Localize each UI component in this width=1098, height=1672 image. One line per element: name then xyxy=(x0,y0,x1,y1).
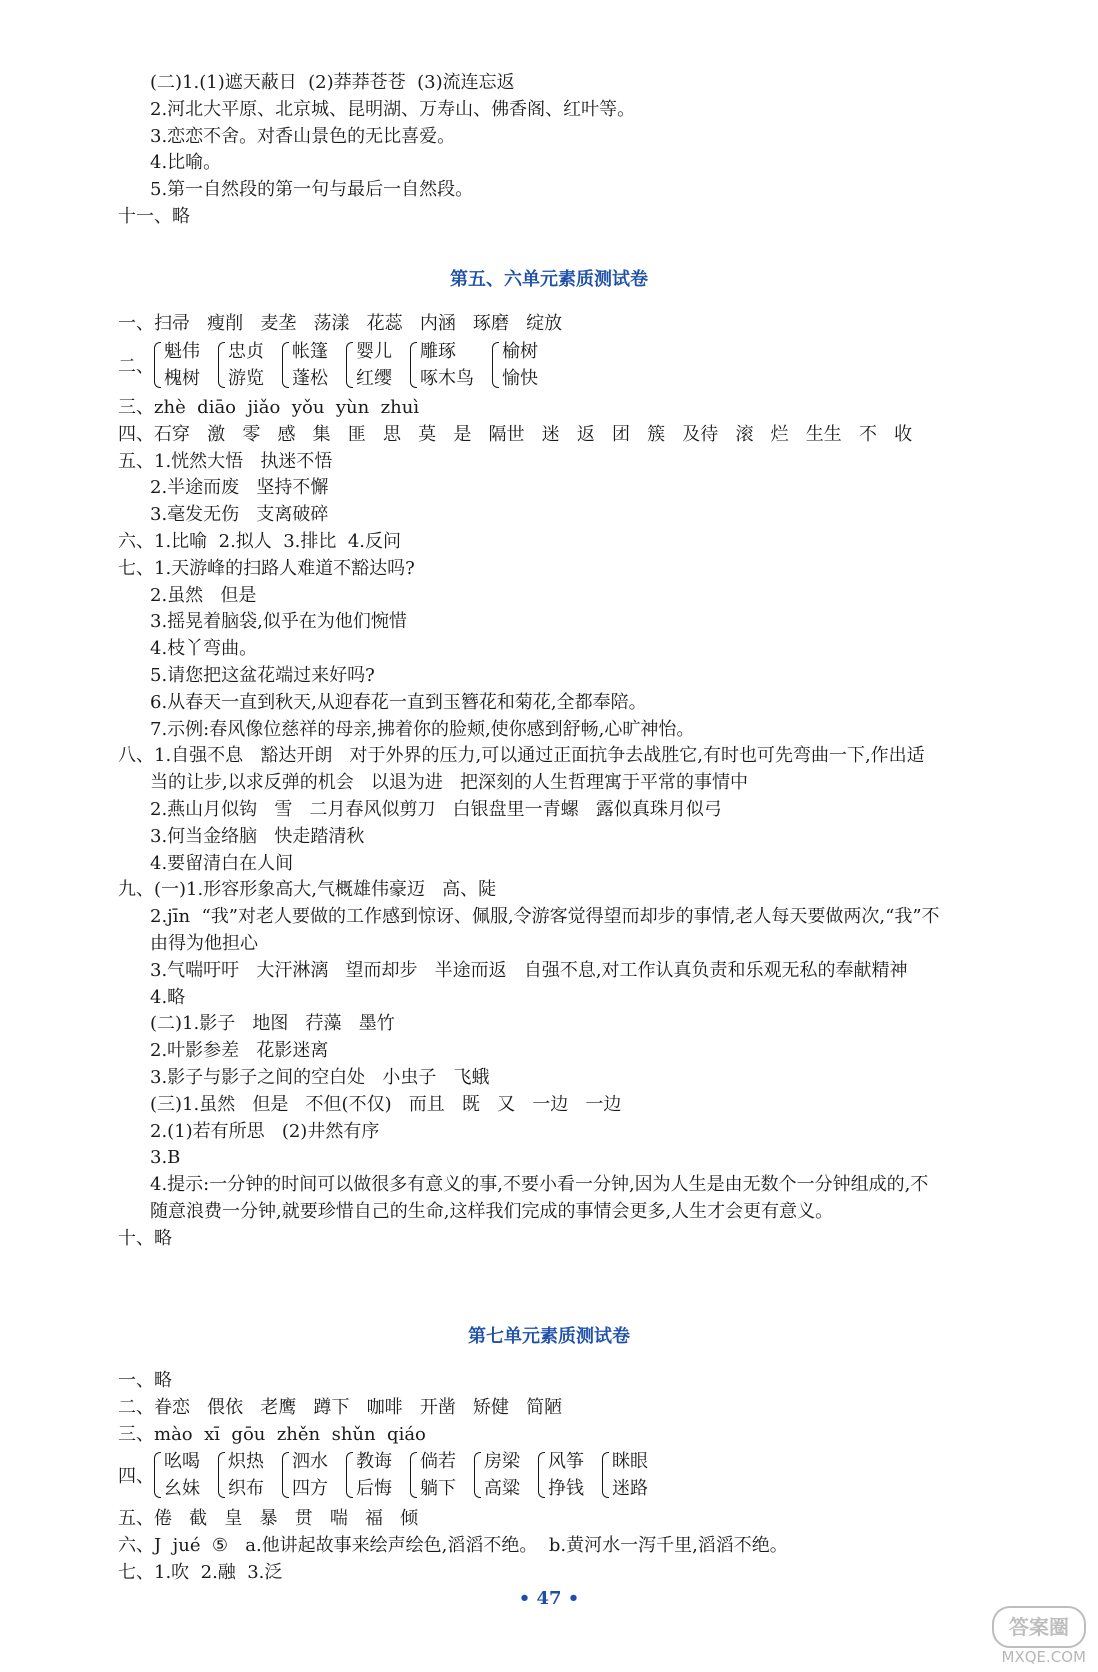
word-pair xyxy=(218,1448,264,1502)
pair-word: 炽热 xyxy=(228,1451,264,1472)
answer-line: 2.(1)若有所思 (2)井然有序 xyxy=(150,1120,380,1142)
pair-word: 眯眼 xyxy=(612,1451,648,1472)
answer-line: 六、1.比喻 2.拟人 3.排比 4.反问 xyxy=(118,531,402,552)
answer-line: 3.气喘吁吁 大汗淋漓 望而却步 半途而返 自强不息,对工作认真负责和乐观无私的奉献精神 xyxy=(150,959,908,981)
answer-line: 2.燕山月似钩 雪 二月春风似剪刀 白银盘里一青螺 露似真珠月似弓 xyxy=(150,799,722,820)
pair-word: 房梁 xyxy=(484,1451,520,1472)
section-heading-5-6: 第五、六单元素质测试卷 xyxy=(450,269,648,290)
pair-word: 帐篷 xyxy=(292,341,328,362)
pair-word: 泗水 xyxy=(292,1451,328,1472)
answer-line: (二)1.(1)遮天蔽日 (2)莽莽苍苍 (3)流连忘返 xyxy=(150,72,515,93)
word-pair xyxy=(218,338,264,392)
answer-line: 四、石穿 激 零 感 集 匪 思 莫 是 隔世 迷 返 团 簇 及待 滚 烂 生生 不 收 xyxy=(118,423,913,445)
question-number: 二、 xyxy=(118,356,154,377)
answer-line: 2.虽然 但是 xyxy=(150,584,257,606)
answer-line: 2.半途而废 坚持不懈 xyxy=(150,477,329,499)
pair-word: 后悔 xyxy=(356,1478,392,1499)
bracket-pairs-row xyxy=(118,1448,666,1502)
pair-word: 织布 xyxy=(228,1478,264,1499)
pair-word: 游览 xyxy=(228,368,264,389)
answer-line: 随意浪费一分钟,就要珍惜自己的生命,这样我们完成的事情会更多,人生才会更有意义。 xyxy=(150,1201,834,1222)
answer-line: 三、zhè diāo jiǎo yǒu yùn zhuì xyxy=(118,397,420,418)
pair-word: 倘若 xyxy=(420,1451,456,1472)
pair-word: 吆喝 xyxy=(164,1451,200,1472)
section-heading-7: 第七单元素质测试卷 xyxy=(468,1326,630,1347)
answer-line: 三、mào xī gōu zhěn shǔn qiáo xyxy=(118,1423,426,1445)
pair-word: 雕琢 xyxy=(420,341,456,362)
answer-line: 4.枝丫弯曲。 xyxy=(150,638,258,660)
word-pair xyxy=(474,1448,520,1502)
pair-word: 槐树 xyxy=(164,368,200,389)
answer-line: 3.毫发无伤 支离破碎 xyxy=(150,504,329,526)
word-pair xyxy=(154,338,200,392)
answer-line: 十、略 xyxy=(118,1227,172,1249)
bracket-pairs-row xyxy=(118,338,556,392)
word-pair xyxy=(346,1448,392,1502)
watermark-logo: 答案圈 xyxy=(992,1606,1086,1648)
pair-word: 蓬松 xyxy=(292,368,328,389)
pair-word: 愉快 xyxy=(502,368,538,389)
answer-line: 五、1.恍然大悟 执迷不悟 xyxy=(118,450,333,472)
answer-line: 八、1.自强不息 豁达开朗 对于外界的压力,可以通过正面抗争去战胜它,有时也可先弯曲一下,作出适 xyxy=(118,745,925,767)
word-pair xyxy=(538,1448,584,1502)
answer-line: (三)1.虽然 但是 不但(不仅) 而且 既 又 一边 一边 xyxy=(150,1093,622,1115)
answer-line: 4.略 xyxy=(150,986,186,1008)
word-pair xyxy=(154,1448,200,1502)
pair-word: 四方 xyxy=(292,1478,328,1499)
answer-line: 五、倦 截 皇 暴 贯 喘 福 倾 xyxy=(118,1508,419,1529)
answer-line: 十一、略 xyxy=(118,206,190,227)
answer-line: 由得为他担心 xyxy=(150,933,258,954)
answer-line: 5.请您把这盆花端过来好吗? xyxy=(150,665,375,686)
word-pair xyxy=(282,1448,328,1502)
answer-line: 当的让步,以求反弹的机会 以退为进 把深刻的人生哲理寓于平常的事情中 xyxy=(150,772,749,794)
pair-word: 忠贞 xyxy=(228,341,264,362)
answer-line: 七、1.吹 2.融 3.泛 xyxy=(118,1561,283,1583)
answer-line: 4.提示:一分钟的时间可以做很多有意义的事,不要小看一分钟,因为人生是由无数个一分钟组成的,不 xyxy=(150,1174,929,1196)
answer-line: 九、(一)1.形容形象高大,气概雄伟豪迈 高、陡 xyxy=(118,879,497,901)
question-number: 四、 xyxy=(118,1466,154,1487)
pair-word: 挣钱 xyxy=(548,1478,584,1499)
pair-word: 榆树 xyxy=(502,341,538,362)
answer-line: 一、略 xyxy=(118,1370,172,1391)
word-pair xyxy=(602,1448,648,1502)
word-pair xyxy=(410,1448,456,1502)
pair-word: 迷路 xyxy=(612,1478,648,1499)
answer-line: 4.要留清白在人间 xyxy=(150,852,294,874)
pair-word: 婴儿 xyxy=(356,341,392,362)
word-pair xyxy=(346,338,392,392)
answer-line: 3.影子与影子之间的空白处 小虫子 飞蛾 xyxy=(150,1067,490,1088)
page-number: • 47 • xyxy=(518,1588,580,1609)
answer-line: 二、眷恋 偎依 老鹰 蹲下 咖啡 开凿 矫健 简陋 xyxy=(118,1396,563,1418)
pair-word: 教诲 xyxy=(356,1451,392,1472)
answer-line: 5.第一自然段的第一句与最后一自然段。 xyxy=(150,179,474,201)
word-pair xyxy=(410,338,474,392)
watermark-url: MXQE.COM xyxy=(1001,1648,1086,1666)
pair-word: 幺妹 xyxy=(164,1478,200,1499)
answer-line: 4.比喻。 xyxy=(150,152,222,174)
answer-line: 一、扫帚 瘦削 麦垄 荡漾 花蕊 内涵 琢磨 绽放 xyxy=(118,313,563,334)
answer-line: 6.从春天一直到秋天,从迎春花一直到玉簪花和菊花,全都奉陪。 xyxy=(150,691,647,713)
answer-line: (二)1.影子 地图 荇藻 墨竹 xyxy=(150,1013,395,1035)
pair-word: 红缨 xyxy=(356,368,392,389)
pair-word: 啄木鸟 xyxy=(420,368,474,389)
answer-line: 2.叶影参差 花影迷离 xyxy=(150,1040,329,1062)
answer-line: 3.恋恋不舍。对香山景色的无比喜爱。 xyxy=(150,125,456,147)
answer-line: 3.何当金络脑 快走踏清秋 xyxy=(150,825,365,847)
answer-line: 2.河北大平原、北京城、昆明湖、万寿山、佛香阁、红叶等。 xyxy=(150,98,636,120)
watermark xyxy=(992,1606,1086,1666)
answer-line: 2.jīn “我”对老人要做的工作感到惊讶、佩服,令游客觉得望而却步的事情,老人每天要做两次,“我”不 xyxy=(150,906,940,928)
answer-line: 7.示例:春风像位慈祥的母亲,拂着你的脸颊,使你感到舒畅,心旷神怡。 xyxy=(150,718,695,740)
pair-word: 风筝 xyxy=(548,1451,584,1472)
pair-word: 魁伟 xyxy=(164,341,200,362)
word-pair xyxy=(282,338,328,392)
answer-line: 七、1.天游峰的扫路人难道不豁达吗? xyxy=(118,557,415,579)
answer-line: 3.B xyxy=(150,1147,181,1169)
pair-word: 躺下 xyxy=(420,1478,456,1499)
answer-line: 3.摇晃着脑袋,似乎在为他们惋惜 xyxy=(150,611,407,633)
pair-word: 高粱 xyxy=(484,1478,520,1499)
word-pair xyxy=(492,338,538,392)
answer-line: 六、J jué ⑤ a.他讲起故事来绘声绘色,滔滔不绝。 b.黄河水一泻千里,滔滔不绝。 xyxy=(118,1534,788,1556)
